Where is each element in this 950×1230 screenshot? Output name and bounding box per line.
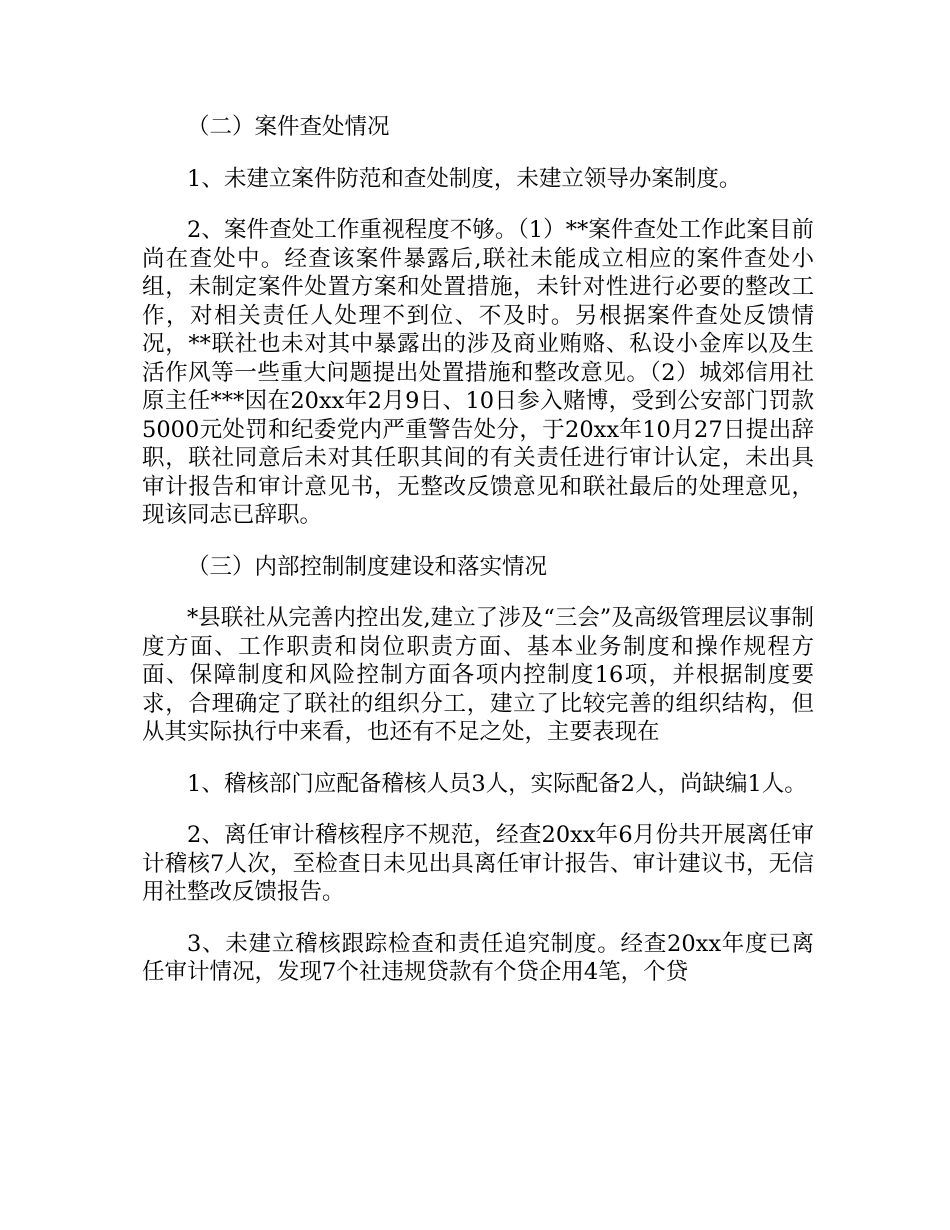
paragraph: 3、未建立稽核跟踪检查和责任追究制度。经查20xx年度已离任审计情况，发现7个社违规贷款有个贷企用4笔，个贷 bbox=[142, 930, 814, 985]
paragraph: 1、未建立案件防范和查处制度，未建立领导办案制度。 bbox=[187, 165, 742, 192]
section-heading-internal-control: （三）内部控制制度建设和落实情况 bbox=[187, 553, 548, 580]
paragraph: 2、离任审计稽核程序不规范，经查20xx年6月份共开展离任审计稽核7人次，至检查日未见出具离任审计报告、审计建议书，无信用社整改反馈报告。 bbox=[142, 822, 814, 905]
section-heading-case-handling: （二）案件查处情况 bbox=[187, 114, 390, 140]
paragraph: 2、案件查处工作重视程度不够。（1）**案件查处工作此案目前尚在查处中。经查该案件暴露后,联社未能成立相应的案件查处小组，未制定案件处置方案和处置措施，未针对性进行必要的整改工作，对相关责任人处理不到位、不及时。另根据案件查处反馈情况，**联社也未对其中暴露出的涉及商业贿赂、私设小金库以及生活作风等一些重大问题提出处置措施和整改意见。（2）城郊信用社原主任***因在20xx年2月9日、10日参入赌博，受到公安部门罚款5000元处罚和纪委党内严重警告处分，于20xx年10月27日提出辞职，联社同意后未对其任职其间的有关责任进行审计认定，未出具审计报告和审计意见书，无整改反馈意见和联社最后的处理意见，现该同志已辞职。 bbox=[142, 217, 814, 528]
document-page bbox=[142, 113, 814, 1010]
paragraph: *县联社从完善内控出发,建立了涉及“三会”及高级管理层议事制度方面、工作职责和岗位职责方面、基本业务制度和操作规程方面、保障制度和风险控制方面各项内控制度16项，并根据制度要求，合理确定了联社的组织分工，建立了比较完善的组织结构，但从其实际执行中来看，也还有不足之处，主要表现在 bbox=[142, 605, 814, 745]
paragraph: 1、稽核部门应配备稽核人员3人，实际配备2人，尚缺编1人。 bbox=[187, 770, 807, 797]
